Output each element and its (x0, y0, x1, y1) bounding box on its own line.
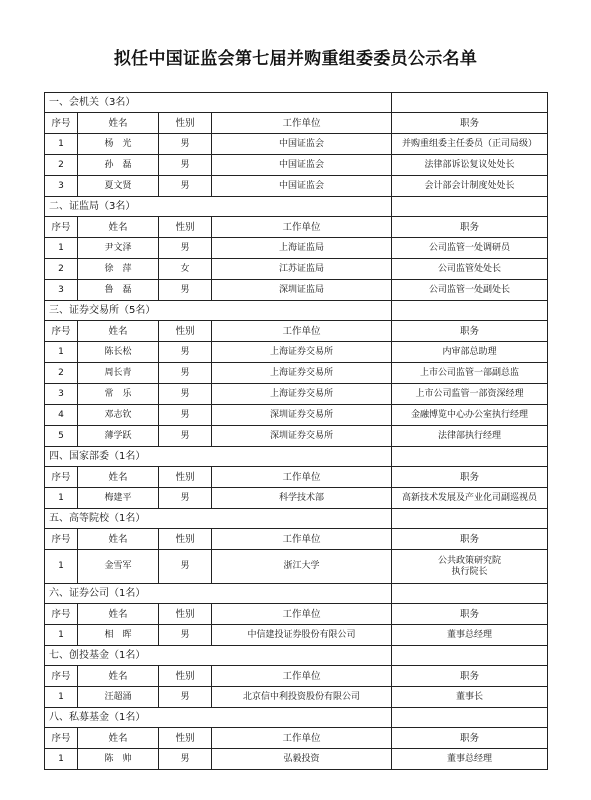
cell-name: 鲁 磊 (78, 280, 159, 301)
cell-name: 夏文贤 (78, 176, 159, 197)
column-header-name: 姓名 (78, 217, 159, 238)
section-heading-row (45, 197, 548, 217)
cell-position (392, 550, 548, 584)
member-table (44, 92, 548, 770)
table-row (45, 280, 548, 301)
position-line: 上市公司监管一部副总监 (419, 367, 519, 378)
cell-name: 薄学跃 (78, 426, 159, 447)
section-heading: 一、会机关（3名） (45, 93, 392, 113)
cell-no: 3 (45, 280, 78, 301)
cell-name: 杨 光 (78, 134, 159, 155)
cell-org: 中信建投证券股份有限公司 (212, 625, 392, 646)
cell-no: 1 (45, 134, 78, 155)
cell-sex: 男 (159, 363, 212, 384)
column-header-sex: 性别 (159, 113, 212, 134)
cell-no: 1 (45, 342, 78, 363)
column-header-no: 序号 (45, 728, 78, 749)
cell-position (392, 342, 548, 363)
position-line: 董事总经理 (446, 753, 492, 764)
column-header-name: 姓名 (78, 604, 159, 625)
column-header-position: 职务 (392, 666, 548, 687)
column-header-position: 职务 (392, 529, 548, 550)
position-line: 法律部诉讼复议处处长 (424, 159, 515, 170)
section-heading: 三、证券交易所（5名） (45, 301, 392, 321)
section-heading: 五、高等院校（1名） (45, 509, 392, 529)
cell-org: 科学技术部 (212, 488, 392, 509)
column-header-position: 职务 (392, 467, 548, 488)
table-row (45, 363, 548, 384)
cell-sex: 女 (159, 259, 212, 280)
cell-sex: 男 (159, 155, 212, 176)
section-heading-blank (392, 584, 548, 604)
cell-position (392, 488, 548, 509)
cell-no: 3 (45, 176, 78, 197)
table-row (45, 342, 548, 363)
cell-org: 浙江大学 (212, 550, 392, 584)
column-header-org: 工作单位 (212, 321, 392, 342)
table-row (45, 384, 548, 405)
cell-name: 周长青 (78, 363, 159, 384)
column-header-row (45, 217, 548, 238)
column-header-position: 职务 (392, 604, 548, 625)
column-header-org: 工作单位 (212, 666, 392, 687)
column-header-sex: 性别 (159, 467, 212, 488)
position-line: 公司监管处处长 (437, 263, 501, 274)
cell-no: 1 (45, 550, 78, 584)
cell-position (392, 155, 548, 176)
section-heading-row (45, 646, 548, 666)
cell-no: 2 (45, 259, 78, 280)
column-header-no: 序号 (45, 529, 78, 550)
column-header-name: 姓名 (78, 467, 159, 488)
cell-position (392, 625, 548, 646)
column-header-name: 姓名 (78, 666, 159, 687)
cell-name: 陈长松 (78, 342, 159, 363)
column-header-org: 工作单位 (212, 113, 392, 134)
cell-no: 1 (45, 488, 78, 509)
column-header-row (45, 666, 548, 687)
section-heading-row (45, 93, 548, 113)
section-heading-row (45, 708, 548, 728)
table-body (45, 93, 548, 770)
cell-name: 常 乐 (78, 384, 159, 405)
cell-org: 深圳证券交易所 (212, 426, 392, 447)
column-header-row (45, 113, 548, 134)
position-line: 金融博览中心办公室执行经理 (410, 409, 528, 420)
section-heading-blank (392, 301, 548, 321)
table-row (45, 134, 548, 155)
section-heading: 八、私募基金（1名） (45, 708, 392, 728)
table-row (45, 238, 548, 259)
position-line: 公司监管一处副处长 (428, 284, 510, 295)
table-row (45, 749, 548, 770)
column-header-position: 职务 (392, 113, 548, 134)
cell-sex: 男 (159, 550, 212, 584)
cell-position (392, 363, 548, 384)
position-line: 公司监管一处调研员 (428, 242, 510, 253)
section-heading-row (45, 584, 548, 604)
column-header-org: 工作单位 (212, 529, 392, 550)
column-header-no: 序号 (45, 604, 78, 625)
cell-position (392, 280, 548, 301)
cell-org: 中国证监会 (212, 134, 392, 155)
table-row (45, 550, 548, 584)
cell-no: 1 (45, 238, 78, 259)
column-header-sex: 性别 (159, 217, 212, 238)
column-header-org: 工作单位 (212, 604, 392, 625)
cell-no: 3 (45, 384, 78, 405)
column-header-sex: 性别 (159, 321, 212, 342)
section-heading-row (45, 301, 548, 321)
section-heading-row (45, 509, 548, 529)
cell-no: 5 (45, 426, 78, 447)
cell-position (392, 176, 548, 197)
cell-position (392, 238, 548, 259)
position-line-2: 执行院长 (451, 566, 488, 577)
cell-name: 孙 磊 (78, 155, 159, 176)
column-header-org: 工作单位 (212, 728, 392, 749)
cell-no: 1 (45, 749, 78, 770)
cell-sex: 男 (159, 134, 212, 155)
section-heading: 四、国家部委（1名） (45, 447, 392, 467)
cell-no: 2 (45, 363, 78, 384)
section-heading: 六、证券公司（1名） (45, 584, 392, 604)
cell-sex: 男 (159, 342, 212, 363)
table-row (45, 259, 548, 280)
cell-position (392, 134, 548, 155)
position-line: 并购重组委主任委员（正司局级） (401, 138, 537, 149)
section-heading-blank (392, 197, 548, 217)
column-header-org: 工作单位 (212, 217, 392, 238)
column-header-sex: 性别 (159, 728, 212, 749)
column-header-sex: 性别 (159, 666, 212, 687)
cell-name: 汪超涌 (78, 687, 159, 708)
cell-no: 1 (45, 687, 78, 708)
column-header-row (45, 604, 548, 625)
cell-position (392, 687, 548, 708)
cell-sex: 男 (159, 488, 212, 509)
position-line: 公共政策研究院 (437, 555, 501, 566)
table-row (45, 625, 548, 646)
section-heading-row (45, 447, 548, 467)
column-header-name: 姓名 (78, 529, 159, 550)
cell-no: 1 (45, 625, 78, 646)
cell-name: 徐 萍 (78, 259, 159, 280)
column-header-no: 序号 (45, 321, 78, 342)
cell-sex: 男 (159, 384, 212, 405)
cell-name: 金雪军 (78, 550, 159, 584)
cell-name: 尹文泽 (78, 238, 159, 259)
cell-org: 深圳证券交易所 (212, 405, 392, 426)
column-header-name: 姓名 (78, 728, 159, 749)
cell-position (392, 405, 548, 426)
column-header-no: 序号 (45, 113, 78, 134)
cell-sex: 男 (159, 238, 212, 259)
table-row (45, 687, 548, 708)
cell-org: 上海证券交易所 (212, 384, 392, 405)
column-header-sex: 性别 (159, 529, 212, 550)
column-header-row (45, 529, 548, 550)
cell-sex: 男 (159, 749, 212, 770)
cell-org: 北京信中利投资股份有限公司 (212, 687, 392, 708)
position-line: 上市公司监管一部资深经理 (415, 388, 524, 399)
cell-position (392, 426, 548, 447)
cell-sex: 男 (159, 687, 212, 708)
section-heading-blank (392, 708, 548, 728)
column-header-no: 序号 (45, 666, 78, 687)
column-header-sex: 性别 (159, 604, 212, 625)
table-row (45, 405, 548, 426)
cell-name: 梅建平 (78, 488, 159, 509)
position-line: 内审部总助理 (442, 346, 497, 357)
position-line: 高新技术发展及产业化司副巡视员 (401, 492, 537, 503)
table-row (45, 426, 548, 447)
cell-org: 上海证券交易所 (212, 363, 392, 384)
cell-no: 4 (45, 405, 78, 426)
position-line: 会计部会计制度处处长 (424, 180, 515, 191)
table-row (45, 488, 548, 509)
column-header-org: 工作单位 (212, 467, 392, 488)
section-heading-blank (392, 447, 548, 467)
cell-position (392, 749, 548, 770)
cell-sex: 男 (159, 280, 212, 301)
cell-sex: 男 (159, 426, 212, 447)
cell-org: 江苏证监局 (212, 259, 392, 280)
column-header-no: 序号 (45, 467, 78, 488)
section-heading: 七、创投基金（1名） (45, 646, 392, 666)
column-header-no: 序号 (45, 217, 78, 238)
cell-org: 弘毅投资 (212, 749, 392, 770)
column-header-name: 姓名 (78, 113, 159, 134)
position-line: 董事总经理 (446, 629, 492, 640)
cell-org: 上海证券交易所 (212, 342, 392, 363)
cell-name: 相 晖 (78, 625, 159, 646)
cell-org: 中国证监会 (212, 155, 392, 176)
column-header-name: 姓名 (78, 321, 159, 342)
column-header-position: 职务 (392, 217, 548, 238)
column-header-position: 职务 (392, 321, 548, 342)
section-heading-blank (392, 509, 548, 529)
table-row (45, 155, 548, 176)
position-line: 法律部执行经理 (437, 430, 501, 441)
cell-org: 上海证监局 (212, 238, 392, 259)
column-header-row (45, 467, 548, 488)
cell-org: 中国证监会 (212, 176, 392, 197)
cell-position (392, 384, 548, 405)
document-title: 拟任中国证监会第七届并购重组委委员公示名单 (113, 49, 478, 69)
cell-name: 邓志钦 (78, 405, 159, 426)
position-line: 董事长 (455, 691, 483, 702)
cell-sex: 男 (159, 176, 212, 197)
cell-sex: 男 (159, 405, 212, 426)
section-heading-blank (392, 93, 548, 113)
column-header-position: 职务 (392, 728, 548, 749)
section-heading-blank (392, 646, 548, 666)
cell-org: 深圳证监局 (212, 280, 392, 301)
column-header-row (45, 321, 548, 342)
cell-position (392, 259, 548, 280)
column-header-row (45, 728, 548, 749)
cell-name: 陈 帅 (78, 749, 159, 770)
cell-sex: 男 (159, 625, 212, 646)
cell-no: 2 (45, 155, 78, 176)
table-row (45, 176, 548, 197)
section-heading: 二、证监局（3名） (45, 197, 392, 217)
